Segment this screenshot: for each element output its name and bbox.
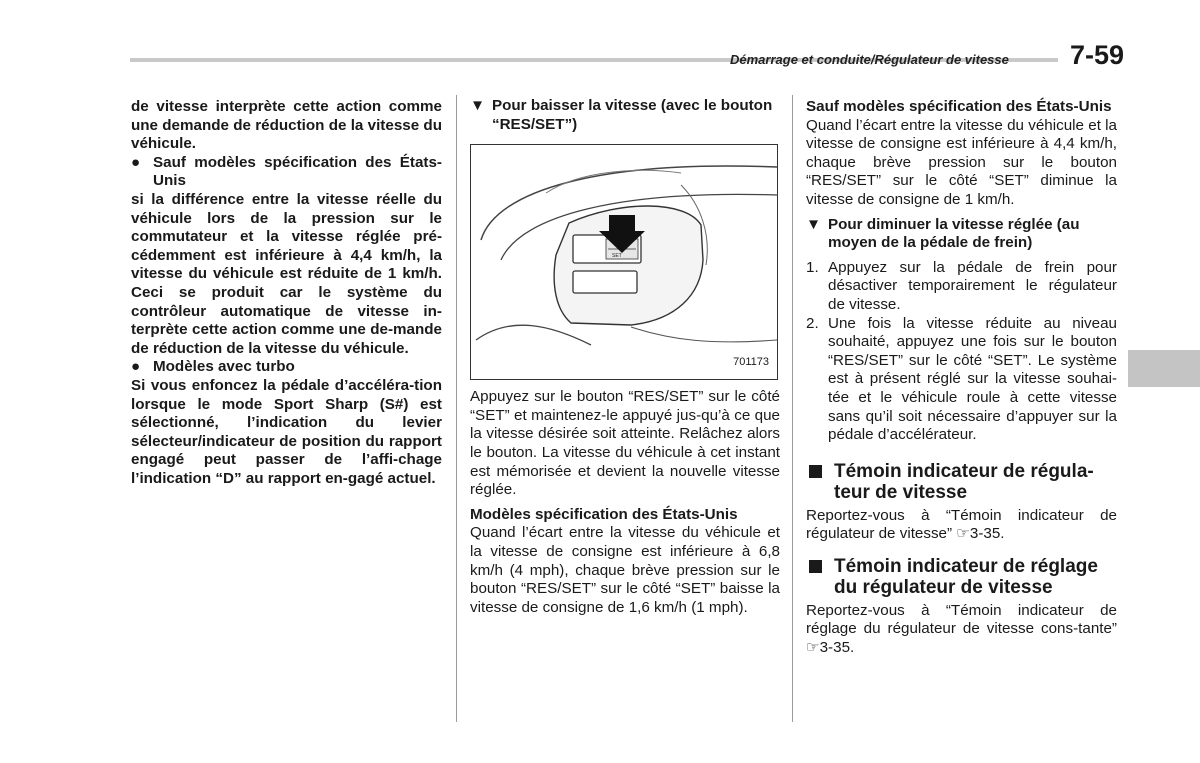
step-text: Une fois la vitesse réduite au niveau souhaité, appuyez une fois sur le bouton “RES/SET” sur le côté “SET”. Le système est à présent réglé sur la vitesse souhai-tée et le véhicule roule à cette vitesse sans qu’il soit nécessaire d’appuyer sur la pédale d’accélérateur. <box>828 314 1117 444</box>
bullet-item <box>131 358 442 377</box>
column-divider-2 <box>792 95 793 722</box>
square-bullet-icon <box>809 560 822 573</box>
figure-id: 701173 <box>733 355 769 368</box>
steering-wheel-illustration <box>471 145 777 379</box>
paragraph: Reportez-vous à “Témoin indicateur de réglage du régulateur de vitesse cons-tante” ☞3-35. <box>806 601 1117 657</box>
heading-text: Pour baisser la vitesse (avec le bouton “RES/SET”) <box>492 97 773 133</box>
paragraph: Si vous enfoncez la pédale d’accéléra-tion lorsque le mode Sport Sharp (S#) est sélectionné, l’indication du levier sélecteur/indicateur de position du rapport engagé peut passer de l’affi-chage l’indication “D” au rapport en-gagé actuel. <box>131 376 442 487</box>
procedure-heading <box>470 97 780 134</box>
paragraph: Quand l’écart entre la vitesse du véhicule et la vitesse de consigne est inférieure à 6,8 km/h (4 mph), chaque brève pression sur le bouton “RES/SET” sur le côté “SET” baisse la vitesse de consigne de 1,6 km/h (1 mph). <box>470 524 780 616</box>
column-2 <box>470 97 780 617</box>
paragraph: si la différence entre la vitesse réelle du véhicule lors de la pression sur le commutateur et la vitesse réglée pré-cédemment est inférieure à 4,4 km/h, la vitesse du véhicule est réduite de 1 km/h. Ceci se produit car le système du contrôleur automatique de vitesse in-terprète cette action comme une de-mande de réduction de la vitesse du véhicule. <box>131 190 442 357</box>
column-3 <box>806 98 1117 658</box>
subheading: Modèles spécification des États-Unis <box>470 505 738 523</box>
paragraph: Appuyez sur le bouton “RES/SET” sur le côté “SET” et maintenez-le appuyé jus-qu’à ce que la vitesse désirée soit atteinte. Relâchez alors le bouton. La vitesse du véhicule à cet instant est mémorisée et devient la nouvelle vitesse réglée. <box>470 388 780 499</box>
subheading: Sauf modèles spécification des États-Unis <box>806 98 1112 115</box>
bullet-label: Modèles avec turbo <box>153 358 295 376</box>
section-title: Démarrage et conduite/Régulateur de vitesse <box>730 52 1009 67</box>
triangle-down-icon: ▼ <box>806 215 822 233</box>
step-number: 1. <box>806 258 819 276</box>
section-heading-text: Témoin indicateur de réglage du régulateur de vitesse <box>834 555 1098 598</box>
step-number: 2. <box>806 314 819 332</box>
bullet-icon: ● <box>131 358 141 376</box>
heading-text: Pour diminuer la vitesse réglée (au moyen de la pédale de frein) <box>828 215 1080 252</box>
set-label: SET <box>612 253 622 260</box>
section-heading-text: Témoin indicateur de régula-teur de vitesse <box>834 460 1094 503</box>
chapter-tab <box>1128 350 1200 387</box>
section-heading <box>806 461 1117 503</box>
section-heading <box>806 556 1117 598</box>
bullet-label: Sauf modèles spécification des États-Unis <box>153 153 442 190</box>
step-item <box>806 315 1117 445</box>
triangle-down-icon: ▼ <box>470 97 486 114</box>
paragraph: Quand l’écart entre la vitesse du véhicule et la vitesse de consigne est inférieure à 4,4 km/h, chaque brève pression sur le bouton “RES/SET” sur le côté “SET” diminue la vitesse de consigne de 1 km/h. <box>806 116 1117 208</box>
square-bullet-icon <box>809 465 822 478</box>
step-text: Appuyez sur la pédale de frein pour désactiver temporairement le régulateur de vitesse. <box>828 258 1117 313</box>
steering-wheel-figure <box>470 144 778 380</box>
step-item <box>806 259 1117 315</box>
bullet-item <box>131 154 442 191</box>
column-divider-1 <box>456 95 457 722</box>
column-1 <box>131 98 442 488</box>
paragraph: Reportez-vous à “Témoin indicateur de régulateur de vitesse” ☞3-35. <box>806 506 1117 543</box>
bullet-icon: ● <box>131 153 141 171</box>
paragraph: de vitesse interprète cette action comme une demande de réduction de la vitesse du véhicule. <box>131 98 442 153</box>
procedure-heading <box>806 216 1117 253</box>
page-number: 7-59 <box>1070 40 1125 70</box>
